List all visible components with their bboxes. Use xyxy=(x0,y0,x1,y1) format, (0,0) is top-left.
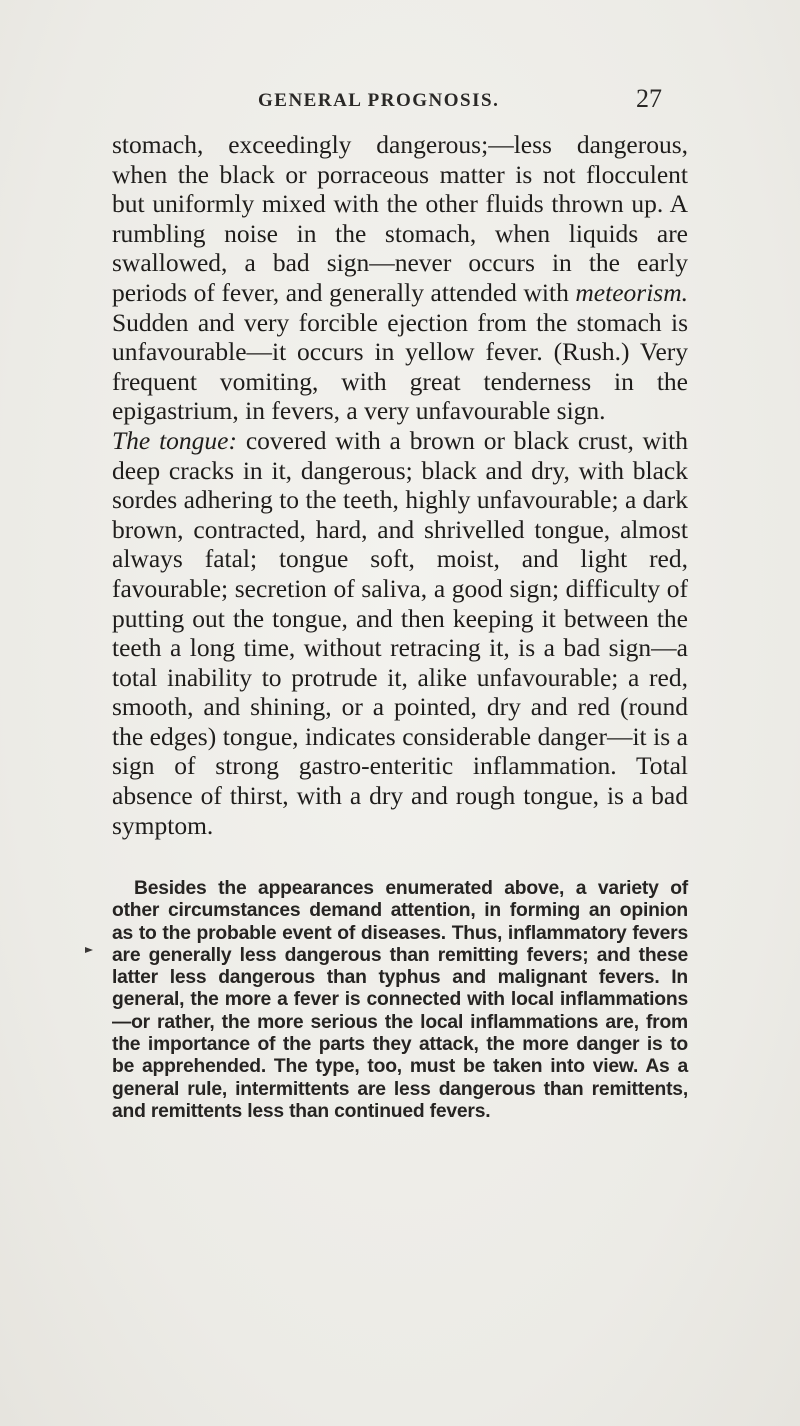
paragraph-tongue xyxy=(112,426,688,840)
running-head-title: GENERAL PROGNOSIS. xyxy=(258,90,500,111)
small-print-block xyxy=(112,878,688,1123)
ink-speck-mark xyxy=(84,945,94,955)
running-head xyxy=(0,84,800,120)
paragraph-besides: Besides the appearances enumerated above, a variety of other circumstances demand attention, in forming an opinion as to the probable event of diseases. Thus, inflammatory fevers are generally less dangerous than remitting fevers; and these latter less dangerous than typhus and malignant fevers. In general, the more a fever is connected with local inflammations—or rather, the more serious the local inflammations are, from the importance of the parts they attack, the more danger is to be apprehended. The type, too, must be taken into view. As a general rule, intermittents are less dangerous than remittents, and remittents less than continued fevers. xyxy=(112,878,688,1122)
paragraph-stomach-text: stomach, exceedingly dangerous;—less dangerous, when the black or porraceous matter is not flocculent but uniformly mixed with the other fluids thrown up. A rumbling noise in the stomach, when liquids are swallowed, a bad sign—never occurs in the early periods of fever, and generally attended with xyxy=(112,130,688,307)
term-meteorism: meteorism. xyxy=(575,277,688,307)
paragraph-stomach xyxy=(112,130,688,426)
paragraph-stomach-text-after: Sudden and very forcible ejection from the stomach is unfavourable—it occurs in yellow fever. (Rush.) Very frequent vomiting, with great tenderness in the epigastrium, in fevers, a very unfavourable sign. xyxy=(112,307,688,426)
tongue-heading: The tongue: xyxy=(112,425,237,455)
paragraph-tongue-text: covered with a brown or black crust, with deep cracks in it, dangerous; black and dry, with black sordes adhering to the teeth, highly unfavourable; a dark brown, contracted, hard, and shrivelled tongue, almost always fatal; tongue soft, moist, and light red, favourable; secretion of saliva, a good sign; difficulty of putting out the tongue, and then keeping it between the teeth a long time, without retracing it, is a bad sign—a total inability to protrude it, alike unfavourable; a red, smooth, and shining, or a pointed, dry and red (round the edges) tongue, indicates considerable danger—it is a sign of strong gastro-enteritic inflammation. Total absence of thirst, with a dry and rough tongue, is a bad symptom. xyxy=(112,425,688,840)
main-text-block xyxy=(112,130,688,840)
page-number: 27 xyxy=(636,84,662,113)
